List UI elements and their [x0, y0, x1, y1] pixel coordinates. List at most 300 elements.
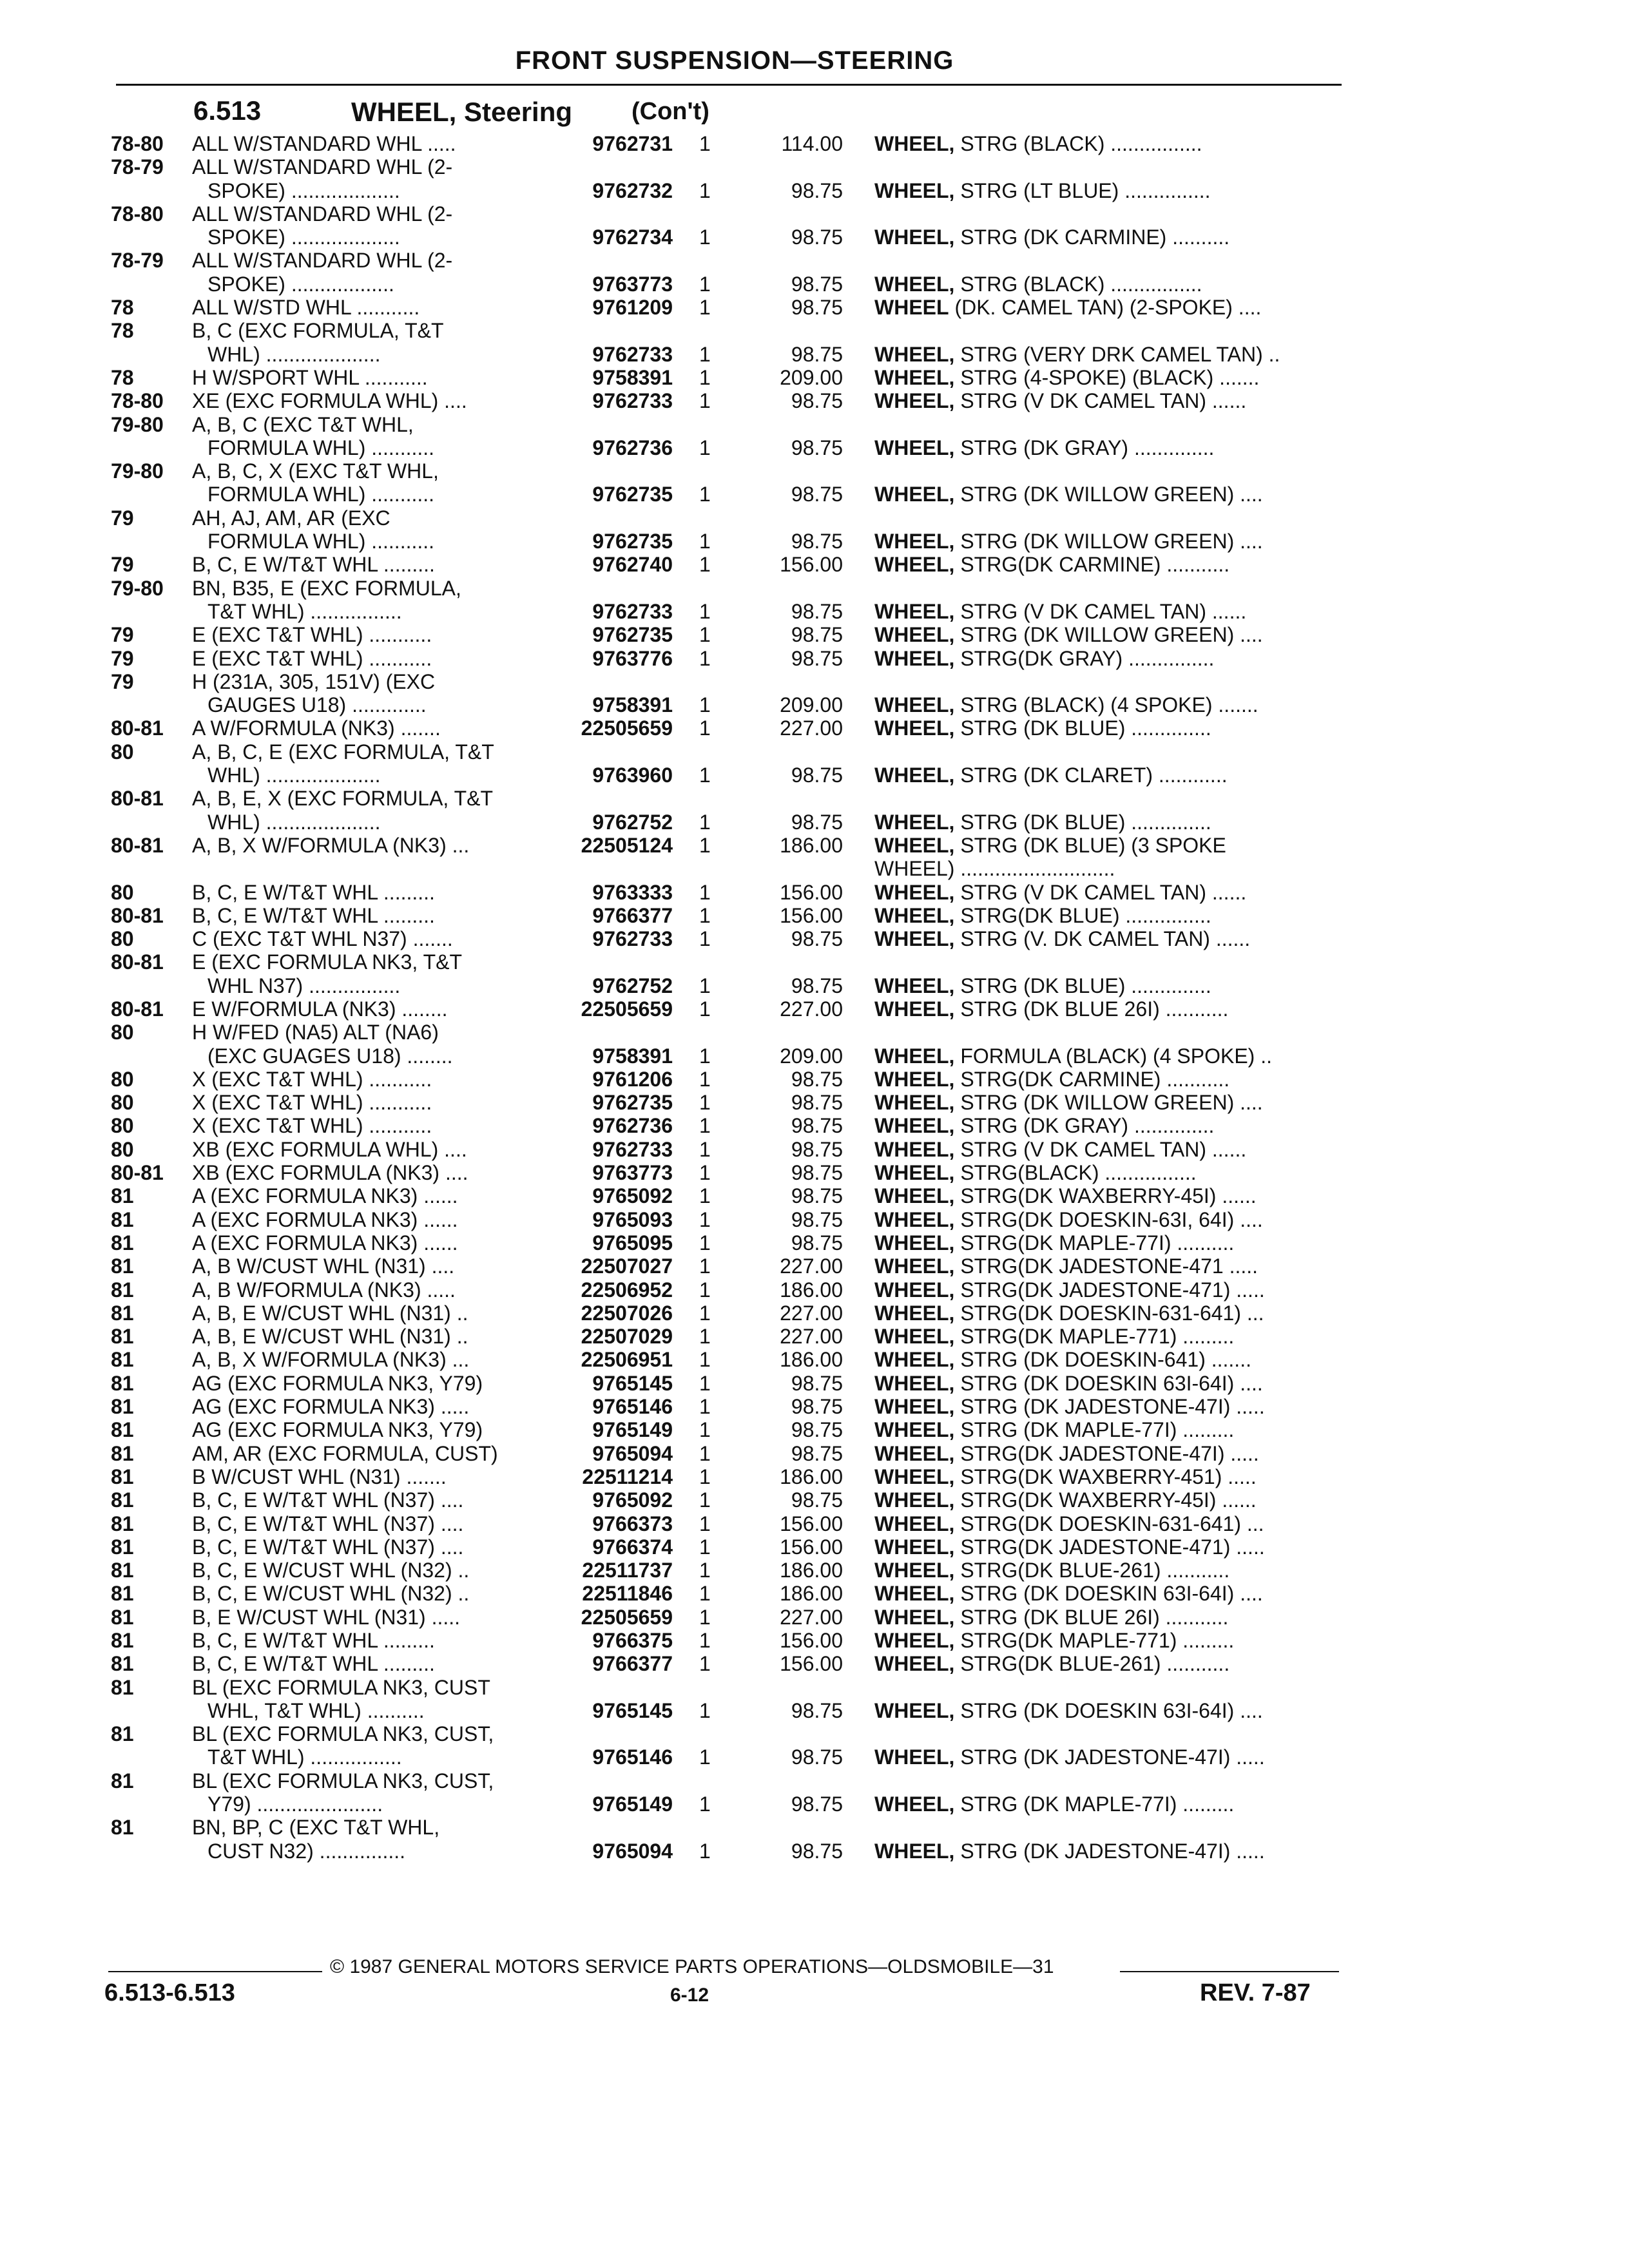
part-description-text: STRG(DK GRAY) ............... — [954, 646, 1215, 670]
part-year: 80 — [111, 927, 134, 951]
list-item — [0, 881, 1629, 904]
footer-section-range: 6.513-6.513 — [104, 1979, 235, 2006]
list-item — [0, 997, 1629, 1021]
list-item — [0, 1840, 1629, 1863]
list-item — [0, 506, 1629, 530]
part-year: 81 — [111, 1722, 134, 1746]
part-application: XB (EXC FORMULA WHL) .... — [192, 1137, 467, 1161]
list-item — [0, 1044, 1629, 1068]
part-description-keyword: WHEEL, — [874, 1395, 955, 1419]
part-description-keyword: WHEEL, — [874, 1559, 955, 1582]
part-description-text: (DK. CAMEL TAN) (2-SPOKE) .... — [949, 296, 1262, 320]
part-quantity: 1 — [699, 1559, 711, 1582]
part-year: 81 — [111, 1582, 134, 1606]
part-quantity: 1 — [699, 436, 711, 459]
list-item — [0, 132, 1629, 155]
part-description-keyword: WHEEL, — [874, 436, 955, 459]
part-description-keyword: WHEEL, — [874, 1207, 955, 1231]
part-price: 98.75 — [791, 1441, 843, 1465]
part-number: 9765146 — [592, 1395, 673, 1419]
part-description-keyword: WHEEL, — [874, 1629, 955, 1652]
part-quantity: 1 — [699, 716, 711, 740]
list-item — [0, 366, 1629, 389]
part-description-text: STRG(DK DOESKIN-631-641) ... — [954, 1512, 1264, 1535]
part-description-text: STRG (V DK CAMEL TAN) ...... — [954, 599, 1247, 623]
footer-revision: REV. 7-87 — [1200, 1979, 1311, 2006]
part-description-text: STRG(DK BLUE) ............... — [954, 903, 1211, 927]
part-year: 80 — [111, 1137, 134, 1161]
part-application: B, C, E W/CUST WHL (N32) .. — [192, 1582, 470, 1606]
part-application: A, B, C (EXC T&T WHL, — [192, 412, 414, 436]
part-price: 186.00 — [780, 1582, 843, 1606]
part-year: 80-81 — [111, 997, 164, 1021]
part-number: 9762736 — [592, 436, 673, 459]
part-description-text: STRG (V DK CAMEL TAN) ...... — [954, 880, 1247, 904]
part-description-keyword: WHEEL, — [874, 1137, 955, 1161]
part-description-text: STRG (V DK CAMEL TAN) ...... — [954, 1137, 1247, 1161]
part-description-text: STRG (DK DOESKIN 63I-64I) .... — [954, 1371, 1263, 1395]
list-item — [0, 1488, 1629, 1512]
part-application: GAUGES U18) ............. — [207, 693, 427, 717]
part-description-text: STRG(DK MAPLE-771) ......... — [954, 1325, 1235, 1349]
part-price: 186.00 — [780, 1465, 843, 1488]
part-description — [874, 600, 1344, 623]
part-description-keyword: WHEEL, — [874, 1044, 955, 1068]
part-quantity: 1 — [699, 1184, 711, 1208]
part-quantity: 1 — [699, 1605, 711, 1629]
part-description — [874, 1629, 1344, 1652]
footer-copyright: © 1987 GENERAL MOTORS SERVICE PARTS OPERATIONS—OLDSMOBILE—31 — [330, 1956, 1054, 1977]
part-application: B, C, E W/T&T WHL ......... — [192, 1652, 435, 1676]
part-price: 98.75 — [791, 810, 843, 834]
part-application: BN, BP, C (EXC T&T WHL, — [192, 1816, 440, 1840]
part-description-keyword: WHEEL, — [874, 997, 955, 1021]
part-description-keyword: WHEEL, — [874, 1348, 955, 1372]
list-item — [0, 716, 1629, 740]
part-year: 81 — [111, 1652, 134, 1676]
part-description — [874, 1512, 1344, 1535]
part-application: ALL W/STANDARD WHL ..... — [192, 132, 456, 155]
part-number: 9763776 — [592, 646, 673, 670]
part-application: SPOKE) .................. — [207, 272, 394, 296]
part-application: BL (EXC FORMULA NK3, CUST, — [192, 1722, 494, 1746]
part-description-text: STRG (V DK CAMEL TAN) ...... — [954, 389, 1247, 413]
part-year: 78 — [111, 365, 134, 389]
part-application: X (EXC T&T WHL) ........... — [192, 1091, 432, 1115]
part-year: 81 — [111, 1675, 134, 1699]
part-number: 22507027 — [581, 1254, 673, 1278]
part-description-text: STRG (DK BLUE) (3 SPOKE — [954, 833, 1226, 857]
part-application: AH, AJ, AM, AR (EXC — [192, 506, 390, 530]
list-item — [0, 1535, 1629, 1559]
part-quantity: 1 — [699, 623, 711, 647]
part-description — [874, 1138, 1344, 1161]
part-description — [874, 1840, 1344, 1863]
part-price: 156.00 — [780, 1629, 843, 1652]
part-number: 9765095 — [592, 1231, 673, 1254]
part-description-text: STRG (DK JADESTONE-47I) ..... — [954, 1839, 1265, 1863]
list-item — [0, 1325, 1629, 1348]
part-application: B, C, E W/T&T WHL ......... — [192, 1629, 435, 1652]
part-price: 98.75 — [791, 974, 843, 997]
part-description-keyword: WHEEL, — [874, 1254, 955, 1278]
part-description-keyword: WHEEL, — [874, 178, 955, 202]
part-application: H W/SPORT WHL ........... — [192, 365, 428, 389]
part-year: 80 — [111, 1114, 134, 1138]
part-quantity: 1 — [699, 553, 711, 577]
part-application: SPOKE) ................... — [207, 226, 400, 249]
part-price: 98.75 — [791, 389, 843, 413]
part-quantity: 1 — [699, 997, 711, 1021]
part-number: 22505659 — [581, 716, 673, 740]
part-application: ALL W/STANDARD WHL (2- — [192, 249, 453, 273]
part-description-text: STRG(DK JADESTONE-471) ..... — [954, 1278, 1265, 1302]
part-number: 9762734 — [592, 226, 673, 249]
part-number: 9762752 — [592, 810, 673, 834]
part-number: 9758391 — [592, 693, 673, 717]
list-item — [0, 343, 1629, 366]
list-item — [0, 974, 1629, 997]
part-year: 81 — [111, 1441, 134, 1465]
part-application: A, B, C, X (EXC T&T WHL, — [192, 459, 439, 483]
part-description-text: STRG (DK BLUE) .............. — [954, 716, 1211, 740]
list-item — [0, 1442, 1629, 1465]
part-year: 80 — [111, 740, 134, 764]
part-description-keyword: WHEEL, — [874, 1512, 955, 1535]
list-item — [0, 600, 1629, 623]
list-item — [0, 670, 1629, 693]
part-description-text: STRG (LT BLUE) ............... — [954, 178, 1211, 202]
list-item — [0, 811, 1629, 834]
part-year: 78-79 — [111, 249, 164, 273]
part-year: 81 — [111, 1629, 134, 1652]
part-application: C (EXC T&T WHL N37) ....... — [192, 927, 453, 951]
part-price: 98.75 — [791, 1371, 843, 1395]
part-description-text: FORMULA (BLACK) (4 SPOKE) .. — [954, 1044, 1272, 1068]
part-price: 186.00 — [780, 833, 843, 857]
part-application: A (EXC FORMULA NK3) ...... — [192, 1207, 458, 1231]
part-application: B, C, E W/CUST WHL (N32) .. — [192, 1559, 470, 1582]
part-description-text: STRG (DK CLARET) ............ — [954, 764, 1228, 787]
part-description — [874, 296, 1344, 319]
part-description — [874, 436, 1344, 459]
part-description-text: STRG(DK DOESKIN-631-641) ... — [954, 1301, 1264, 1325]
part-price: 227.00 — [780, 997, 843, 1021]
list-item — [0, 459, 1629, 483]
list-item — [0, 483, 1629, 506]
part-year: 79-80 — [111, 576, 164, 600]
section-number: 6.513 — [193, 95, 262, 126]
part-quantity: 1 — [699, 903, 711, 927]
part-price: 98.75 — [791, 1114, 843, 1138]
part-description — [874, 530, 1344, 553]
part-description-keyword: WHEEL, — [874, 880, 955, 904]
part-description — [874, 273, 1344, 296]
part-description — [874, 1091, 1344, 1114]
part-application: A, B W/FORMULA (NK3) ..... — [192, 1278, 456, 1302]
part-price: 98.75 — [791, 1418, 843, 1442]
part-year: 79-80 — [111, 412, 164, 436]
part-application: XB (EXC FORMULA (NK3) .... — [192, 1161, 468, 1185]
list-item — [0, 530, 1629, 553]
part-application: A, B, X W/FORMULA (NK3) ... — [192, 1348, 470, 1372]
part-quantity: 1 — [699, 1137, 711, 1161]
part-price: 227.00 — [780, 1254, 843, 1278]
part-number: 9762752 — [592, 974, 673, 997]
part-application: BL (EXC FORMULA NK3, CUST — [192, 1675, 490, 1699]
part-year: 80 — [111, 1067, 134, 1091]
part-description — [874, 857, 1344, 880]
part-price: 98.75 — [791, 1091, 843, 1115]
part-year: 78 — [111, 319, 134, 343]
part-quantity: 1 — [699, 764, 711, 787]
part-description-keyword: WHEEL, — [874, 1652, 955, 1676]
part-description-keyword: WHEEL, — [874, 1441, 955, 1465]
part-price: 156.00 — [780, 1535, 843, 1559]
part-description-keyword: WHEEL, — [874, 530, 955, 553]
part-quantity: 1 — [699, 974, 711, 997]
part-price: 98.75 — [791, 272, 843, 296]
part-description — [874, 132, 1344, 155]
part-year: 81 — [111, 1488, 134, 1512]
list-item — [0, 1816, 1629, 1839]
part-description — [874, 389, 1344, 412]
part-description — [874, 1395, 1344, 1418]
part-description-keyword: WHEEL, — [874, 1535, 955, 1559]
part-price: 209.00 — [780, 365, 843, 389]
part-application: A W/FORMULA (NK3) ....... — [192, 716, 441, 740]
part-quantity: 1 — [699, 1488, 711, 1512]
part-quantity: 1 — [699, 365, 711, 389]
part-application: T&T WHL) ................ — [207, 599, 402, 623]
part-description — [874, 1465, 1344, 1488]
part-description — [874, 1114, 1344, 1137]
part-application: X (EXC T&T WHL) ........... — [192, 1114, 432, 1138]
list-item — [0, 764, 1629, 787]
part-description-keyword: WHEEL, — [874, 810, 955, 834]
part-quantity: 1 — [699, 1535, 711, 1559]
list-item — [0, 857, 1629, 880]
part-price: 227.00 — [780, 1605, 843, 1629]
list-item — [0, 1745, 1629, 1769]
list-item — [0, 249, 1629, 272]
part-application: B, C, E W/T&T WHL ......... — [192, 553, 435, 577]
part-application: Y79) ...................... — [207, 1792, 383, 1816]
part-number: 9763773 — [592, 1161, 673, 1185]
part-description — [874, 927, 1344, 950]
part-number: 9765146 — [592, 1745, 673, 1769]
part-year: 81 — [111, 1559, 134, 1582]
part-description-keyword: WHEEL, — [874, 1745, 955, 1769]
part-description — [874, 1254, 1344, 1278]
list-item — [0, 1278, 1629, 1302]
part-year: 81 — [111, 1254, 134, 1278]
part-description — [874, 1792, 1344, 1816]
part-description-keyword: WHEEL, — [874, 1091, 955, 1115]
part-year: 81 — [111, 1348, 134, 1372]
part-application: ALL W/STANDARD WHL (2- — [192, 155, 453, 179]
part-year: 78-79 — [111, 155, 164, 179]
part-description-keyword: WHEEL, — [874, 1582, 955, 1606]
footer-page-number: 6-12 — [670, 1984, 709, 2006]
list-item — [0, 226, 1629, 249]
list-item — [0, 1676, 1629, 1699]
part-description-text: STRG (DK BLUE) .............. — [954, 810, 1211, 834]
part-application: SPOKE) ................... — [207, 178, 400, 202]
part-price: 98.75 — [791, 1792, 843, 1816]
part-quantity: 1 — [699, 178, 711, 202]
part-application: A (EXC FORMULA NK3) ...... — [192, 1231, 458, 1254]
part-quantity: 1 — [699, 1652, 711, 1676]
part-price: 227.00 — [780, 1325, 843, 1349]
part-quantity: 1 — [699, 1371, 711, 1395]
part-application: E (EXC FORMULA NK3, T&T — [192, 950, 463, 974]
part-application: CUST N32) ............... — [207, 1839, 406, 1863]
part-year: 81 — [111, 1231, 134, 1254]
part-description-text: STRG(DK MAPLE-771) ......... — [954, 1629, 1235, 1652]
part-application: E (EXC T&T WHL) ........... — [192, 646, 432, 670]
part-description-keyword: WHEEL, — [874, 553, 955, 577]
list-item — [0, 436, 1629, 459]
part-price: 227.00 — [780, 1301, 843, 1325]
part-year: 80 — [111, 1091, 134, 1115]
part-price: 156.00 — [780, 1512, 843, 1535]
part-quantity: 1 — [699, 1418, 711, 1442]
part-description — [874, 834, 1344, 857]
list-item — [0, 834, 1629, 857]
part-quantity: 1 — [699, 880, 711, 904]
part-year: 78-80 — [111, 202, 164, 226]
part-description-text: STRG (DK WILLOW GREEN) .... — [954, 483, 1263, 506]
section-continued: (Con't) — [631, 98, 709, 125]
part-number: 9762735 — [592, 623, 673, 647]
part-description — [874, 1278, 1344, 1302]
part-year: 81 — [111, 1371, 134, 1395]
part-application: AG (EXC FORMULA NK3) ..... — [192, 1395, 470, 1419]
list-item — [0, 389, 1629, 412]
part-application: E (EXC T&T WHL) ........... — [192, 623, 432, 647]
part-description-keyword: WHEEL, — [874, 132, 955, 155]
list-item — [0, 693, 1629, 716]
part-number: 9765094 — [592, 1839, 673, 1863]
part-number: 9762731 — [592, 132, 673, 155]
part-application: WHL N37) ................ — [207, 974, 401, 997]
part-application: WHL, T&T WHL) .......... — [207, 1698, 425, 1722]
part-year: 81 — [111, 1278, 134, 1302]
part-description — [874, 483, 1344, 506]
part-price: 98.75 — [791, 1184, 843, 1208]
part-description-text: STRG (DK CARMINE) .......... — [954, 226, 1230, 249]
part-description — [874, 1302, 1344, 1325]
part-year: 80-81 — [111, 716, 164, 740]
part-year: 79-80 — [111, 459, 164, 483]
part-description-text: STRG(DK WAXBERRY-45I) ...... — [954, 1184, 1257, 1208]
part-description-text: STRG (V. DK CAMEL TAN) ...... — [954, 927, 1251, 951]
list-item — [0, 1372, 1629, 1395]
part-year: 79 — [111, 669, 134, 693]
part-price: 156.00 — [780, 553, 843, 577]
part-quantity: 1 — [699, 1582, 711, 1606]
part-year: 80 — [111, 1021, 134, 1044]
part-number: 9765094 — [592, 1441, 673, 1465]
part-quantity: 1 — [699, 296, 711, 320]
part-application: XE (EXC FORMULA WHL) .... — [192, 389, 467, 413]
part-description-keyword: WHEEL, — [874, 1231, 955, 1254]
part-quantity: 1 — [699, 483, 711, 506]
part-price: 98.75 — [791, 1698, 843, 1722]
part-application: ALL W/STD WHL ........... — [192, 296, 420, 320]
part-description-text: STRG(BLACK) ................ — [954, 1161, 1197, 1185]
part-quantity: 1 — [699, 1441, 711, 1465]
part-price: 98.75 — [791, 1839, 843, 1863]
list-item — [0, 1652, 1629, 1675]
part-year: 81 — [111, 1301, 134, 1325]
part-year: 80-81 — [111, 903, 164, 927]
part-price: 156.00 — [780, 1652, 843, 1676]
part-description — [874, 1325, 1344, 1348]
part-description-keyword: WHEEL, — [874, 1698, 955, 1722]
part-year: 81 — [111, 1535, 134, 1559]
list-item — [0, 647, 1629, 670]
part-description-text: STRG (BLACK) ................ — [954, 132, 1202, 155]
part-description-text: STRG (DK DOESKIN-641) ....... — [954, 1348, 1251, 1372]
part-description — [874, 647, 1344, 670]
part-description-keyword: WHEEL, — [874, 599, 955, 623]
part-description-keyword: WHEEL, — [874, 974, 955, 997]
list-item — [0, 1138, 1629, 1161]
list-item — [0, 1722, 1629, 1745]
part-description-keyword: WHEEL, — [874, 764, 955, 787]
part-price: 98.75 — [791, 1161, 843, 1185]
part-number: 22505124 — [581, 833, 673, 857]
part-description — [874, 716, 1344, 740]
part-description — [874, 366, 1344, 389]
part-description-keyword: WHEEL, — [874, 716, 955, 740]
part-description-keyword: WHEEL, — [874, 623, 955, 647]
list-item — [0, 1348, 1629, 1371]
part-year: 80-81 — [111, 1161, 164, 1185]
part-description — [874, 1606, 1344, 1629]
part-year: 81 — [111, 1465, 134, 1488]
part-quantity: 1 — [699, 226, 711, 249]
list-item — [0, 179, 1629, 202]
list-item — [0, 1208, 1629, 1231]
part-description-text: STRG(DK WAXBERRY-45I) ...... — [954, 1488, 1257, 1512]
part-description-text: STRG (DK DOESKIN 63I-64I) .... — [954, 1582, 1263, 1606]
part-number: 9761209 — [592, 296, 673, 320]
part-description-text: STRG(DK BLUE-261) ........... — [954, 1652, 1230, 1676]
part-application: A, B, X W/FORMULA (NK3) ... — [192, 833, 470, 857]
part-description-keyword: WHEEL, — [874, 1465, 955, 1488]
part-description — [874, 1068, 1344, 1091]
part-number: 9762740 — [592, 553, 673, 577]
part-number: 9763333 — [592, 880, 673, 904]
part-description-keyword: WHEEL, — [874, 1161, 955, 1185]
part-number: 9765092 — [592, 1488, 673, 1512]
part-year: 80-81 — [111, 833, 164, 857]
part-description-text: STRG (DK MAPLE-77I) ......... — [954, 1792, 1235, 1816]
part-year: 79 — [111, 506, 134, 530]
part-number: 9762735 — [592, 530, 673, 553]
part-number: 9758391 — [592, 1044, 673, 1068]
part-description-keyword: WHEEL, — [874, 1114, 955, 1138]
list-item — [0, 1465, 1629, 1488]
part-price: 98.75 — [791, 1395, 843, 1419]
part-description — [874, 1582, 1344, 1605]
part-description-text: STRG(DK MAPLE-77I) .......... — [954, 1231, 1235, 1254]
part-price: 98.75 — [791, 530, 843, 553]
part-number: 9766377 — [592, 1652, 673, 1676]
